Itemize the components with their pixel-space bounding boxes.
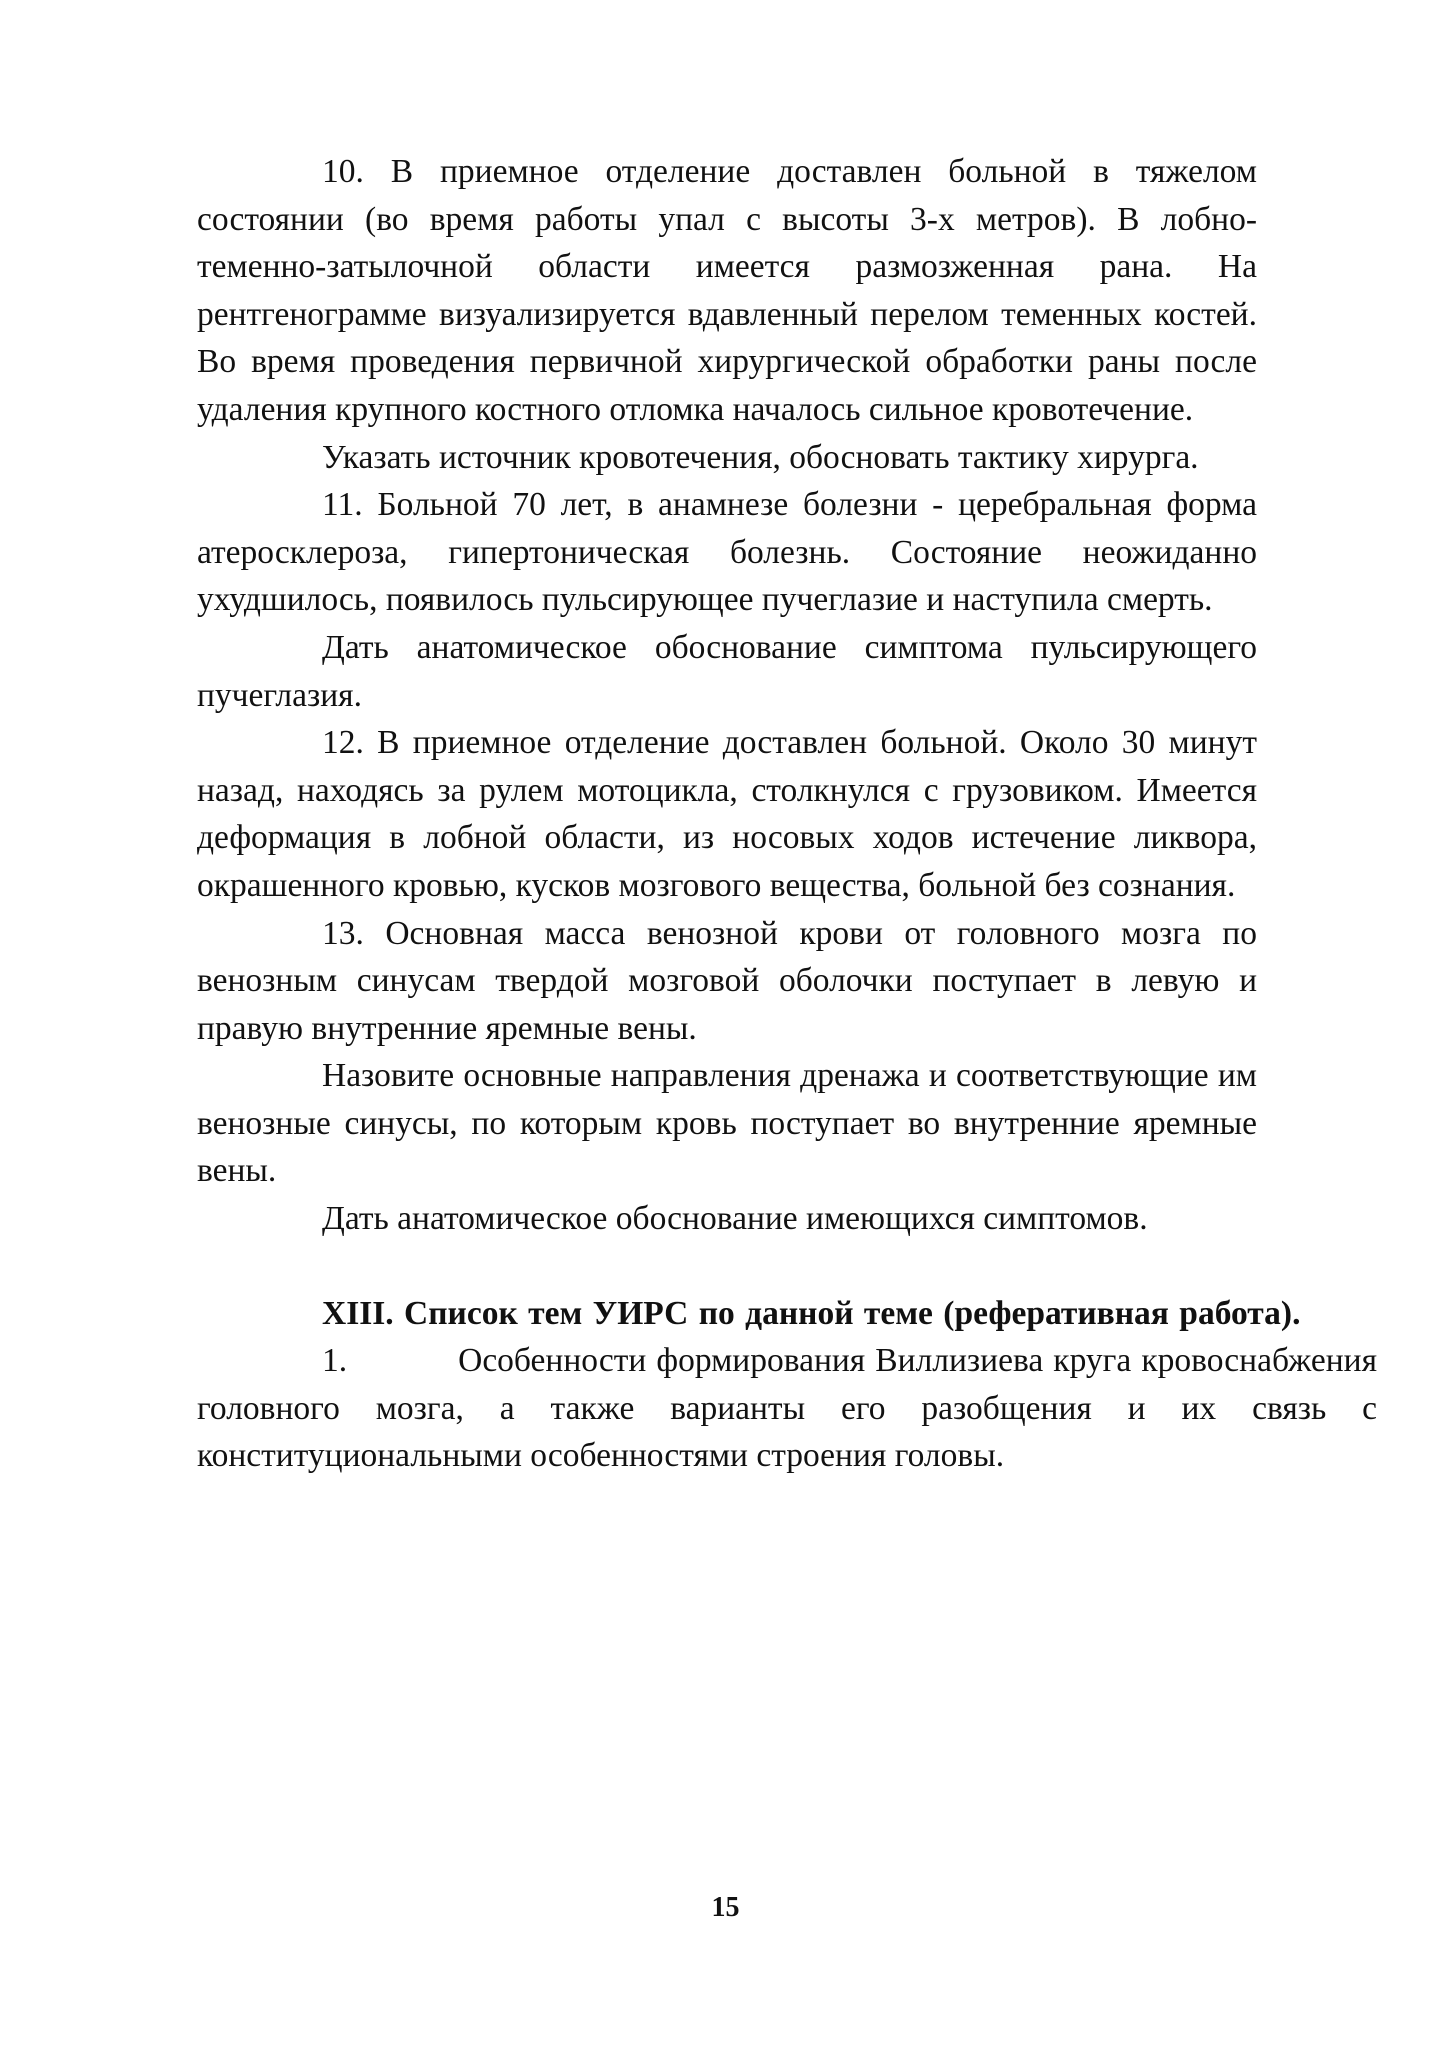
task-12-question: Дать анатомическое обоснование имеющихся симптомов.	[322, 1200, 1148, 1238]
task-13-paragraph: 13. Основная масса венозной крови от головного мозга по венозным синусам твердой мозговой оболочки поступает в левую и правую внутренние яремные вены.	[197, 914, 1257, 1047]
task-12-paragraph: 12. В приемное отделение доставлен больной. Около 30 минут назад, находясь за рулем мотоцикла, столкнулся с грузовиком. Имеется деформация в лобной области, из носовых ходов истечение ликвора, окрашенного кровью, кусков мозгового вещества, больной без сознания.	[197, 724, 1257, 904]
page-number: 15	[711, 1892, 740, 1923]
task-10-paragraph: 10. В приемное отделение доставлен больной в тяжелом состоянии (во время работы упал с высоты 3-х метров). В лобно-теменно-затылочной области имеется размозженная рана. На рентгенограмме визуализируется вдавленный перелом теменных костей. Во время проведения первичной хирургической обработки раны после удаления крупного костного отломка началось сильное кровотечение.	[197, 153, 1257, 428]
task-11-paragraph: 11. Больной 70 лет, в анамнезе болезни - церебральная форма атеросклероза, гипертоническая болезнь. Состояние неожиданно ухудшилось, появилось пульсирующее пучеглазие и наступила смерть.	[197, 486, 1257, 619]
page-content	[197, 148, 1377, 1480]
section-heading: XIII. Список тем УИРС по данной теме (реферативная работа).	[322, 1294, 1301, 1332]
list-item	[197, 1337, 1377, 1480]
task-10-question: Указать источник кровотечения, обосновать тактику хирурга.	[322, 438, 1199, 476]
task-13-question: Назовите основные направления дренажа и соответствующие им венозные синусы, по которым кровь поступает во внутренние яремные вены.	[197, 1057, 1257, 1190]
list-item-number: 1.	[322, 1342, 348, 1380]
task-11-question: Дать анатомическое обоснование симптома пульсирующего пучеглазия.	[197, 628, 1257, 714]
list-item-text: Особенности формирования Виллизиева круга кровоснабжения головного мозга, а также варианты его разобщения и их связь с конституциональными особенностями строения головы.	[197, 1342, 1377, 1475]
